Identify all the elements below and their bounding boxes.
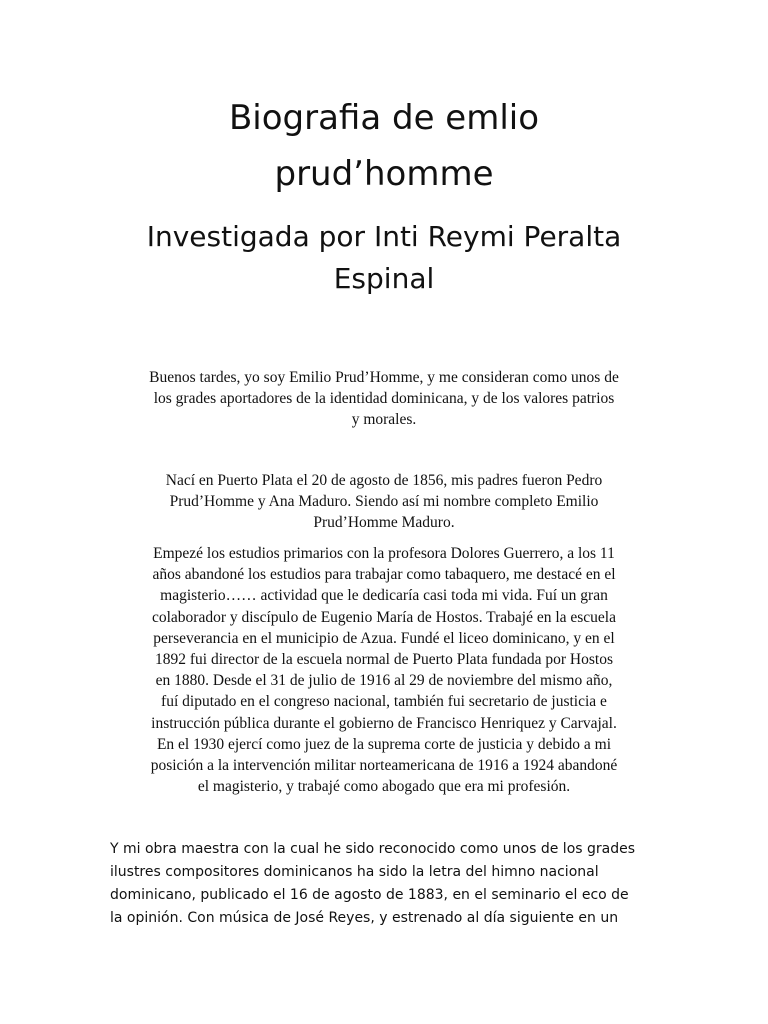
- paragraph-line: Prud’Homme Maduro.: [313, 514, 455, 532]
- paragraph-line: Nací en Puerto Plata el 20 de agosto de 1856, mis padres fueron Pedro: [165, 472, 603, 489]
- paragraph-birth: [100, 470, 668, 534]
- paragraph-line: y morales.: [351, 411, 417, 429]
- paragraph-line: los grades aportadores de la identidad dominicana, y de los valores patrios: [153, 390, 615, 408]
- document-subtitle-line-2: Espinal: [333, 262, 435, 295]
- document-title-line-2: prud’homme: [274, 154, 494, 194]
- paragraph-line: magisterio…… actividad que le dedicaría casi toda mi vida. Fuí un gran: [160, 587, 608, 605]
- paragraph-line: perseverancia en el municipio de Azua. Fundé el liceo dominicano, y en el: [153, 629, 615, 647]
- paragraph-line: instrucción pública durante el gobierno de Francisco Henriquez y Carvajal.: [151, 714, 617, 732]
- paragraph-line: fuí diputado en el congreso nacional, también fui secretario de justicia e: [161, 693, 607, 711]
- paragraph-anthem: [110, 838, 670, 930]
- paragraph-line: Y mi obra maestra con la cual he sido reconocido como unos de los grades: [110, 841, 636, 857]
- paragraph-line: posición a la intervención militar norteamericana de 1916 a 1924 abandoné: [150, 757, 618, 775]
- paragraph-line: colaborador y discípulo de Eugenio María de Hostos. Trabajé en la escuela: [151, 608, 616, 626]
- document-title-line-1: Biografia de emlio: [228, 98, 540, 138]
- paragraph-career: [100, 543, 668, 797]
- paragraph-line: Empezé los estudios primarios con la profesora Dolores Guerrero, a los 11: [153, 545, 615, 562]
- paragraph-line: ilustres compositores dominicanos ha sido la letra del himno nacional: [110, 864, 599, 880]
- paragraph-line: el magisterio, y trabajé como abogado que era mi profesión.: [197, 778, 571, 796]
- paragraph-line: dominicano, publicado el 16 de agosto de 1883, en el seminario el eco de: [110, 887, 629, 903]
- paragraph-line: 1892 fui director de la escuela normal de Puerto Plata fundada por Hostos: [155, 651, 613, 669]
- paragraph-line: Prud’Homme y Ana Maduro. Siendo así mi nombre completo Emilio: [169, 493, 599, 511]
- paragraph-line: años abandoné los estudios para trabajar como tabaquero, me destacé en el: [152, 566, 616, 584]
- paragraph-introduction: [100, 367, 668, 431]
- paragraph-line: en 1880. Desde el 31 de julio de 1916 al 29 de noviembre del mismo año,: [155, 672, 613, 690]
- paragraph-line: En el 1930 ejercí como juez de la suprema corte de justicia y debido a mi: [156, 735, 612, 753]
- document-subtitle-line-1: Investigada por Inti Reymi Peralta: [146, 220, 622, 253]
- paragraph-line: la opinión. Con música de José Reyes, y estrenado al día siguiente en un: [110, 910, 619, 926]
- paragraph-line: Buenos tardes, yo soy Emilio Prud’Homme, y me consideran como unos de: [149, 369, 619, 386]
